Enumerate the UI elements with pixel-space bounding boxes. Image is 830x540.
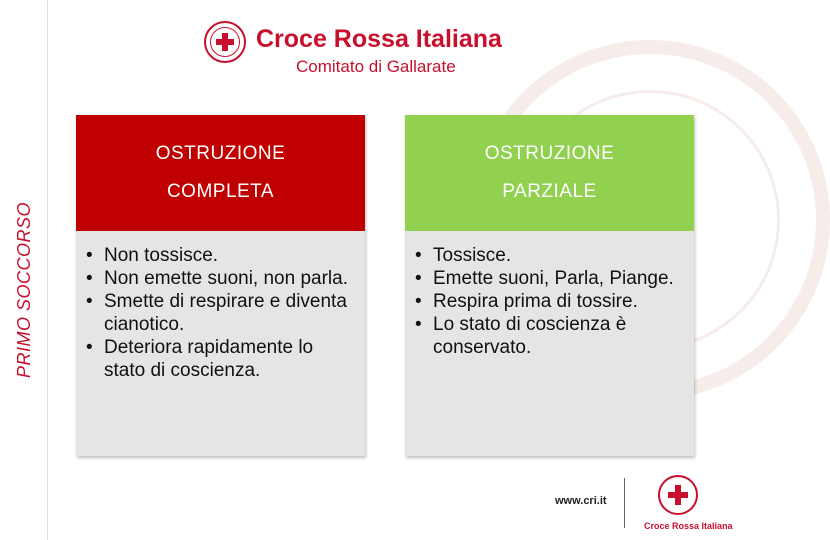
red-cross-emblem-icon	[658, 475, 698, 515]
symptom-list-complete	[86, 244, 358, 382]
footer-divider	[624, 478, 625, 528]
card-title-line2: COMPLETA	[166, 181, 275, 202]
card-title-line1: OSTRUZIONE	[155, 143, 286, 164]
card-title-line1: OSTRUZIONE	[484, 143, 615, 164]
org-subtitle: Comitato di Gallarate	[296, 57, 456, 76]
card-partial-obstruction	[405, 115, 694, 456]
red-cross-emblem-icon	[204, 21, 246, 63]
list-item: • Deteriora rapidamente lo stato di coscienza.	[86, 336, 358, 382]
card-header-complete	[76, 115, 365, 231]
footer-url: www.cri.it	[555, 495, 607, 507]
org-name: Croce Rossa Italiana	[256, 25, 502, 53]
list-item: • Non tossisce.	[86, 244, 358, 267]
header-logo	[204, 17, 564, 79]
side-title: PRIMO SOCCORSO	[14, 201, 34, 378]
list-item: • Tossisce.	[415, 244, 687, 267]
list-item: • Lo stato di coscienza è conservato.	[415, 313, 687, 359]
list-item: • Non emette suoni, non parla.	[86, 267, 358, 290]
card-header-partial	[405, 115, 694, 231]
card-complete-obstruction	[76, 115, 365, 456]
footer-brand: Croce Rossa Italiana	[644, 521, 733, 531]
card-title-line2: PARZIALE	[502, 181, 597, 202]
list-item: • Emette suoni, Parla, Piange.	[415, 267, 687, 290]
list-item: • Respira prima di tossire.	[415, 290, 687, 313]
symptom-list-partial	[415, 244, 687, 359]
list-item: • Smette di respirare e diventa cianotico.	[86, 290, 358, 336]
